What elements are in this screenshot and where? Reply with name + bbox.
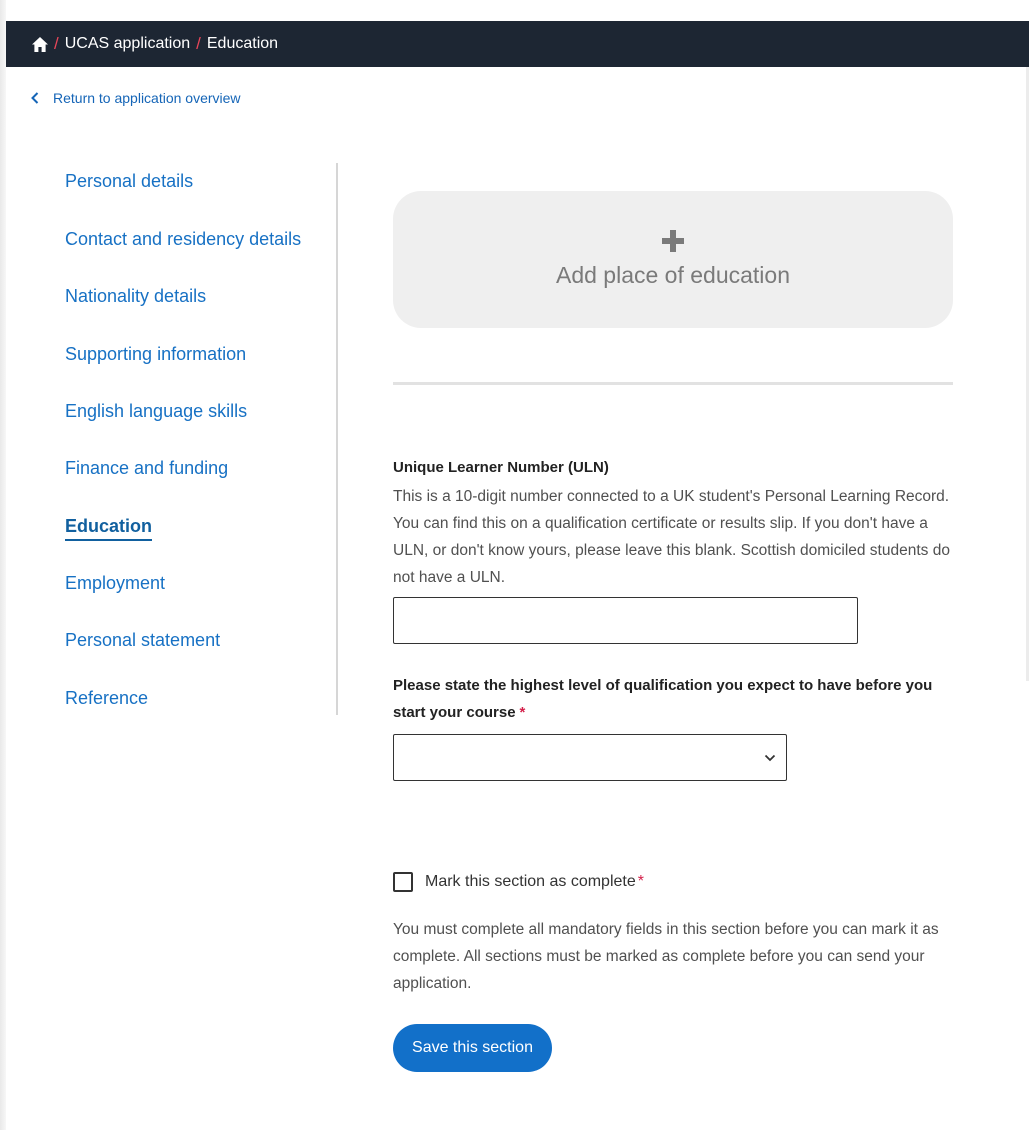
sidebar-item-contact-residency[interactable]: Contact and residency details [65, 229, 302, 249]
chevron-down-icon [764, 754, 776, 762]
breadcrumb-current: Education [206, 35, 279, 52]
plus-icon [662, 230, 684, 252]
return-to-overview-link[interactable] [31, 90, 241, 106]
qualification-label-text: Please state the highest level of qualification you expect to have before you start your course [393, 677, 933, 721]
required-marker: * [519, 704, 526, 721]
save-section-button[interactable]: Save this section [393, 1024, 552, 1072]
mark-complete-label [425, 873, 644, 891]
section-divider [393, 382, 953, 385]
page-edge [0, 0, 6, 1130]
home-icon[interactable] [32, 36, 48, 52]
mark-complete-help-text: You must complete all mandatory fields in this section before you can mark it as complete. All sections must be marked as complete before you can send your application. [393, 921, 939, 992]
sidebar-item-english-language[interactable]: English language skills [65, 401, 248, 421]
sidebar-item-nationality[interactable]: Nationality details [65, 286, 207, 306]
return-link-label: Return to application overview [53, 90, 241, 106]
breadcrumb-separator: / [54, 34, 59, 53]
qualification-select[interactable] [393, 734, 787, 781]
uln-label: Unique Learner Number (ULN) [393, 459, 609, 476]
add-place-label: Add place of education [555, 262, 790, 288]
mark-complete-label-text: Mark this section as complete [425, 873, 636, 890]
mark-complete-checkbox[interactable] [393, 872, 413, 892]
sidebar-item-finance-funding[interactable]: Finance and funding [65, 458, 229, 478]
sidebar-item-personal-details[interactable]: Personal details [65, 171, 194, 191]
sidebar-item-education[interactable]: Education [65, 516, 152, 541]
sidebar-divider [336, 163, 338, 715]
uln-input[interactable] [393, 597, 858, 644]
chevron-left-icon [31, 91, 41, 105]
breadcrumb-ucas-application[interactable]: UCAS application [64, 35, 191, 52]
section-sidebar [65, 163, 337, 715]
mark-complete-row [393, 872, 644, 892]
breadcrumb [6, 21, 1029, 67]
sidebar-item-employment[interactable]: Employment [65, 573, 166, 593]
sidebar-item-personal-statement[interactable]: Personal statement [65, 630, 221, 650]
sidebar-item-reference[interactable]: Reference [65, 688, 149, 708]
qualification-label [393, 672, 953, 726]
add-place-of-education-button[interactable] [393, 191, 953, 328]
breadcrumb-separator: / [196, 34, 201, 53]
sidebar-item-supporting-information[interactable]: Supporting information [65, 344, 247, 364]
required-marker: * [637, 873, 644, 890]
uln-help-text: This is a 10-digit number connected to a UK student's Personal Learning Record. You can find this on a qualification certificate or results slip. If you don't have a ULN, or don't know yours, please leave this blank. Scottish domiciled students do not have a ULN. [393, 488, 950, 586]
